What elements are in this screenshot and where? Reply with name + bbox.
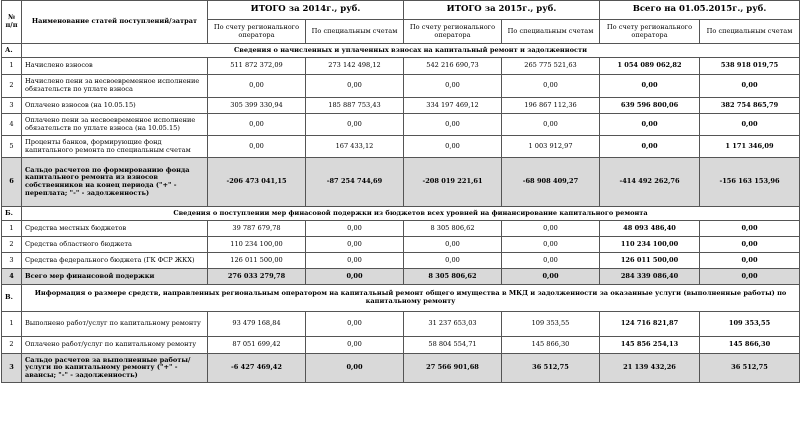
value-cell: 276 033 279,78 <box>208 269 306 285</box>
value-cell: 284 339 086,40 <box>600 269 700 285</box>
value-cell: 0,00 <box>600 114 700 136</box>
section-title: Сведения о начисленных и уплаченных взносах на капитальный ремонт и задолженности <box>22 44 800 58</box>
value-cell: 0,00 <box>306 312 404 337</box>
value-cell: 538 918 019,75 <box>700 58 800 75</box>
section-code: В. <box>2 285 22 312</box>
table-row <box>2 136 800 158</box>
row-label: Оплачено пени за несвоевременное исполнение обязательств по уплате взноса (на 10.05.15) <box>22 114 208 136</box>
value-cell: 0,00 <box>700 114 800 136</box>
value-cell: 48 093 486,40 <box>600 221 700 237</box>
value-cell: 8 305 806,62 <box>404 269 502 285</box>
value-cell: 87 051 699,42 <box>208 337 306 354</box>
value-cell: 0,00 <box>306 75 404 98</box>
value-cell: 0,00 <box>700 221 800 237</box>
value-cell: 0,00 <box>306 253 404 269</box>
row-label: Всего мер финансовой подержки <box>22 269 208 285</box>
row-label: Средства областного бюджета <box>22 237 208 253</box>
value-cell: 0,00 <box>306 354 404 383</box>
value-cell: 1 003 912,97 <box>502 136 600 158</box>
table-row <box>2 312 800 337</box>
header-special-2014: По специальным счетам <box>306 20 404 44</box>
value-cell: 0,00 <box>208 75 306 98</box>
value-cell: 0,00 <box>600 75 700 98</box>
value-cell: 145 866,30 <box>502 337 600 354</box>
row-number: 2 <box>2 237 22 253</box>
table-row <box>2 237 800 253</box>
value-cell: -6 427 469,42 <box>208 354 306 383</box>
header-special-total: По специальным счетам <box>700 20 800 44</box>
value-cell: 639 596 800,06 <box>600 98 700 114</box>
row-label: Средства местных бюджетов <box>22 221 208 237</box>
value-cell: 0,00 <box>700 269 800 285</box>
value-cell: 0,00 <box>306 337 404 354</box>
value-cell: 0,00 <box>502 75 600 98</box>
table-row <box>2 114 800 136</box>
header-regional-2015: По счету регионального оператора <box>404 20 502 44</box>
header-regional-2014: По счету регионального оператора <box>208 20 306 44</box>
value-cell: 0,00 <box>502 253 600 269</box>
row-number: 6 <box>2 158 22 207</box>
value-cell: 126 011 500,00 <box>600 253 700 269</box>
row-label: Оплачено работ/услуг по капитальному ремонту <box>22 337 208 354</box>
value-cell: 0,00 <box>502 237 600 253</box>
header-regional-total: По счету регионального оператора <box>600 20 700 44</box>
value-cell: 511 872 372,09 <box>208 58 306 75</box>
section-title-row <box>2 285 800 312</box>
value-cell: -208 019 221,61 <box>404 158 502 207</box>
value-cell: 126 011 500,00 <box>208 253 306 269</box>
value-cell: 1 054 089 062,82 <box>600 58 700 75</box>
total-row <box>2 354 800 383</box>
value-cell: -68 908 409,27 <box>502 158 600 207</box>
value-cell: 109 353,55 <box>502 312 600 337</box>
value-cell: 0,00 <box>404 75 502 98</box>
value-cell: 0,00 <box>404 253 502 269</box>
row-label: Сальдо расчетов за выполненные работы/услуги по капитальному ремонту ("+" - авансы; "-" - задолженность) <box>22 354 208 383</box>
value-cell: 185 887 753,43 <box>306 98 404 114</box>
row-number: 2 <box>2 75 22 98</box>
value-cell: 0,00 <box>208 114 306 136</box>
value-cell: 93 479 168,84 <box>208 312 306 337</box>
row-label: Оплачено взносов (на 10.05.15) <box>22 98 208 114</box>
section-title-row <box>2 44 800 58</box>
value-cell: -206 473 041,15 <box>208 158 306 207</box>
header-item-name: Наименование статей поступлений/затрат <box>22 1 208 44</box>
value-cell: -156 163 153,96 <box>700 158 800 207</box>
value-cell: 0,00 <box>306 114 404 136</box>
value-cell: 21 139 432,26 <box>600 354 700 383</box>
table-row <box>2 337 800 354</box>
value-cell: 0,00 <box>502 114 600 136</box>
value-cell: 36 512,75 <box>700 354 800 383</box>
row-number: 1 <box>2 221 22 237</box>
table-row <box>2 221 800 237</box>
value-cell: 0,00 <box>700 237 800 253</box>
value-cell: 31 237 653,03 <box>404 312 502 337</box>
header-period-2015: ИТОГО за 2015г., руб. <box>404 1 600 20</box>
value-cell: 305 399 330,94 <box>208 98 306 114</box>
value-cell: 110 234 100,00 <box>600 237 700 253</box>
value-cell: 145 866,30 <box>700 337 800 354</box>
table-row <box>2 253 800 269</box>
header-period-2014: ИТОГО за 2014г., руб. <box>208 1 404 20</box>
value-cell: 542 216 690,73 <box>404 58 502 75</box>
value-cell: 0,00 <box>404 237 502 253</box>
value-cell: 1 171 346,09 <box>700 136 800 158</box>
value-cell: 0,00 <box>700 75 800 98</box>
header-period-total: Всего на 01.05.2015г., руб. <box>600 1 800 20</box>
value-cell: -87 254 744,69 <box>306 158 404 207</box>
value-cell: 8 305 806,62 <box>404 221 502 237</box>
table-row <box>2 58 800 75</box>
value-cell: 110 234 100,00 <box>208 237 306 253</box>
row-label: Проценты банков, формирующие фонд капитального ремонта по специальным счетам <box>22 136 208 158</box>
section-title-row <box>2 207 800 221</box>
section-code: А. <box>2 44 22 58</box>
value-cell: 334 197 469,12 <box>404 98 502 114</box>
row-label: Средства федерального бюджета (ГК ФСР ЖКХ) <box>22 253 208 269</box>
row-number: 1 <box>2 312 22 337</box>
value-cell: 39 787 679,78 <box>208 221 306 237</box>
value-cell: 382 754 865,79 <box>700 98 800 114</box>
value-cell: 27 566 901,68 <box>404 354 502 383</box>
table-row <box>2 75 800 98</box>
value-cell: 0,00 <box>306 237 404 253</box>
total-row <box>2 269 800 285</box>
header-number: № п/п <box>2 1 22 44</box>
row-label: Начислено пени за несвоевременное исполнение обязательств по уплате взноса <box>22 75 208 98</box>
value-cell: 196 867 112,36 <box>502 98 600 114</box>
value-cell: 0,00 <box>306 269 404 285</box>
row-label: Выполнено работ/услуг по капитальному ремонту <box>22 312 208 337</box>
row-number: 5 <box>2 136 22 158</box>
section-title: Сведения о поступлении мер финасовой подержки из бюджетов всех уровней на финансирование капитального ремонта <box>22 207 800 221</box>
row-label: Сальдо расчетов по формированию фонда капитального ремонта из взносов собственников на конец периода ("+" - переплата; "-" - задолженность) <box>22 158 208 207</box>
value-cell: 0,00 <box>600 136 700 158</box>
value-cell: 0,00 <box>404 114 502 136</box>
header-special-2015: По специальным счетам <box>502 20 600 44</box>
row-label: Начислено взносов <box>22 58 208 75</box>
value-cell: 124 716 821,87 <box>600 312 700 337</box>
value-cell: 0,00 <box>502 269 600 285</box>
row-number: 3 <box>2 253 22 269</box>
value-cell: 0,00 <box>404 136 502 158</box>
value-cell: 0,00 <box>700 253 800 269</box>
row-number: 1 <box>2 58 22 75</box>
value-cell: 265 775 521,63 <box>502 58 600 75</box>
section-title: Информация о размере средств, направленных региональным оператором на капитальный ремонт общего имущества в МКД и задолженности за оказанные услуги (выполненные работы) по капитальному ремонту <box>22 285 800 312</box>
value-cell: 273 142 498,12 <box>306 58 404 75</box>
value-cell: 58 804 554,71 <box>404 337 502 354</box>
row-number: 4 <box>2 114 22 136</box>
table-row <box>2 98 800 114</box>
value-cell: 36 512,75 <box>502 354 600 383</box>
value-cell: 0,00 <box>502 221 600 237</box>
row-number: 3 <box>2 354 22 383</box>
value-cell: 167 433,12 <box>306 136 404 158</box>
report-table <box>1 0 800 383</box>
value-cell: 109 353,55 <box>700 312 800 337</box>
value-cell: -414 492 262,76 <box>600 158 700 207</box>
row-number: 2 <box>2 337 22 354</box>
section-code: Б. <box>2 207 22 221</box>
value-cell: 145 856 254,13 <box>600 337 700 354</box>
row-number: 3 <box>2 98 22 114</box>
total-row <box>2 158 800 207</box>
value-cell: 0,00 <box>306 221 404 237</box>
value-cell: 0,00 <box>208 136 306 158</box>
row-number: 4 <box>2 269 22 285</box>
